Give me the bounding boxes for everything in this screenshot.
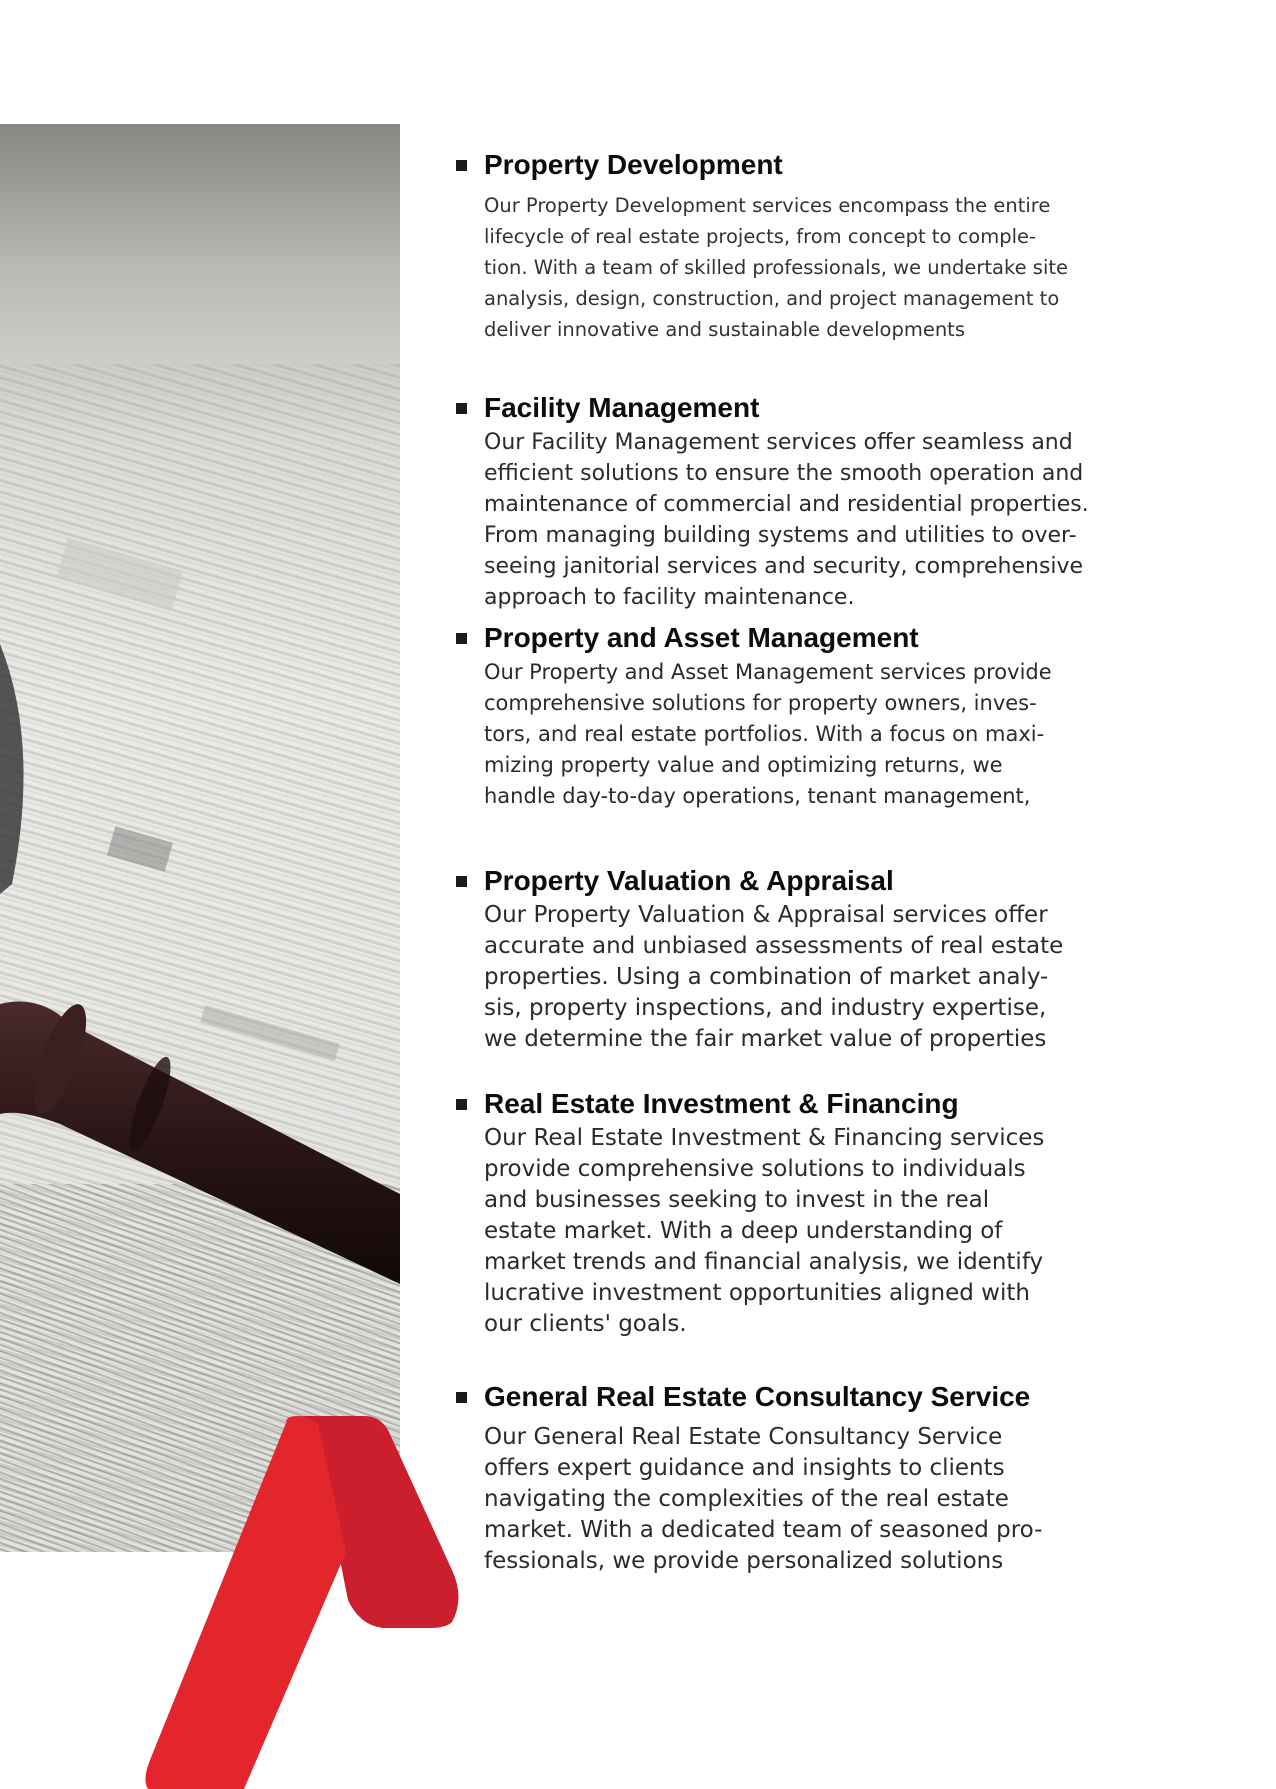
service-property-valuation (456, 862, 1166, 1055)
service-description: Our Property Development services encompass the entire lifecycle of real estate projects, from concept to comple- tion. With a team of skilled professionals, we undertake site analysis, design, construction, and project management to deliver innovative and sustainable developments (484, 194, 1069, 341)
photo-illustration (0, 124, 400, 1552)
service-title: Real Estate Investment & Financing (484, 1088, 959, 1119)
service-title: Property and Asset Management (484, 622, 919, 653)
square-bullet-icon (456, 633, 467, 644)
service-title: General Real Estate Consultancy Service (484, 1381, 1031, 1412)
service-title: Facility Management (484, 392, 760, 423)
service-investment-financing (456, 1085, 1166, 1340)
service-title: Property Valuation & Appraisal (484, 865, 894, 896)
square-bullet-icon (456, 1392, 467, 1403)
service-facility-management (456, 389, 1166, 613)
service-property-development (456, 146, 1166, 345)
service-description: Our Real Estate Investment & Financing services provide comprehensive solutions to individuals and businesses seeking to invest in the real estate market. With a deep understanding of market trends and financial analysis, we identify lucrative investment opportunities aligned with our clients' goals. (484, 1125, 1045, 1337)
service-description: Our General Real Estate Consultancy Service offers expert guidance and insights to clients navigating the complexities of the real estate market. With a dedicated team of seasoned pro- fessionals, we provide personalized solutions (484, 1424, 1043, 1574)
square-bullet-icon (456, 160, 467, 171)
service-title: Property Development (484, 149, 783, 180)
service-description: Our Property and Asset Management services provide comprehensive solutions for property owners, inves- tors, and real estate portfolios. With a focus on maxi- mizing property value and optimizing returns, we handle day-to-day operations, tenant management, (484, 660, 1052, 808)
square-bullet-icon (456, 876, 467, 887)
service-property-asset-management (456, 619, 1166, 812)
services-list (456, 146, 1166, 1577)
square-bullet-icon (456, 403, 467, 414)
service-general-consultancy (456, 1378, 1166, 1577)
square-bullet-icon (456, 1099, 467, 1110)
service-description: Our Property Valuation & Appraisal services offer accurate and unbiased assessments of real estate properties. Using a combination of market analy- sis, property inspections, and industry expertise, we determine the fair market value of properties (484, 902, 1064, 1052)
magnifying-glass-newspaper-photo (0, 124, 400, 1552)
service-description: Our Facility Management services offer seamless and efficient solutions to ensure the smooth operation and maintenance of commercial and residential properties. From managing building systems and utilities to over- seeing janitorial services and security, comprehensive approach to facility maintenance. (484, 430, 1089, 610)
